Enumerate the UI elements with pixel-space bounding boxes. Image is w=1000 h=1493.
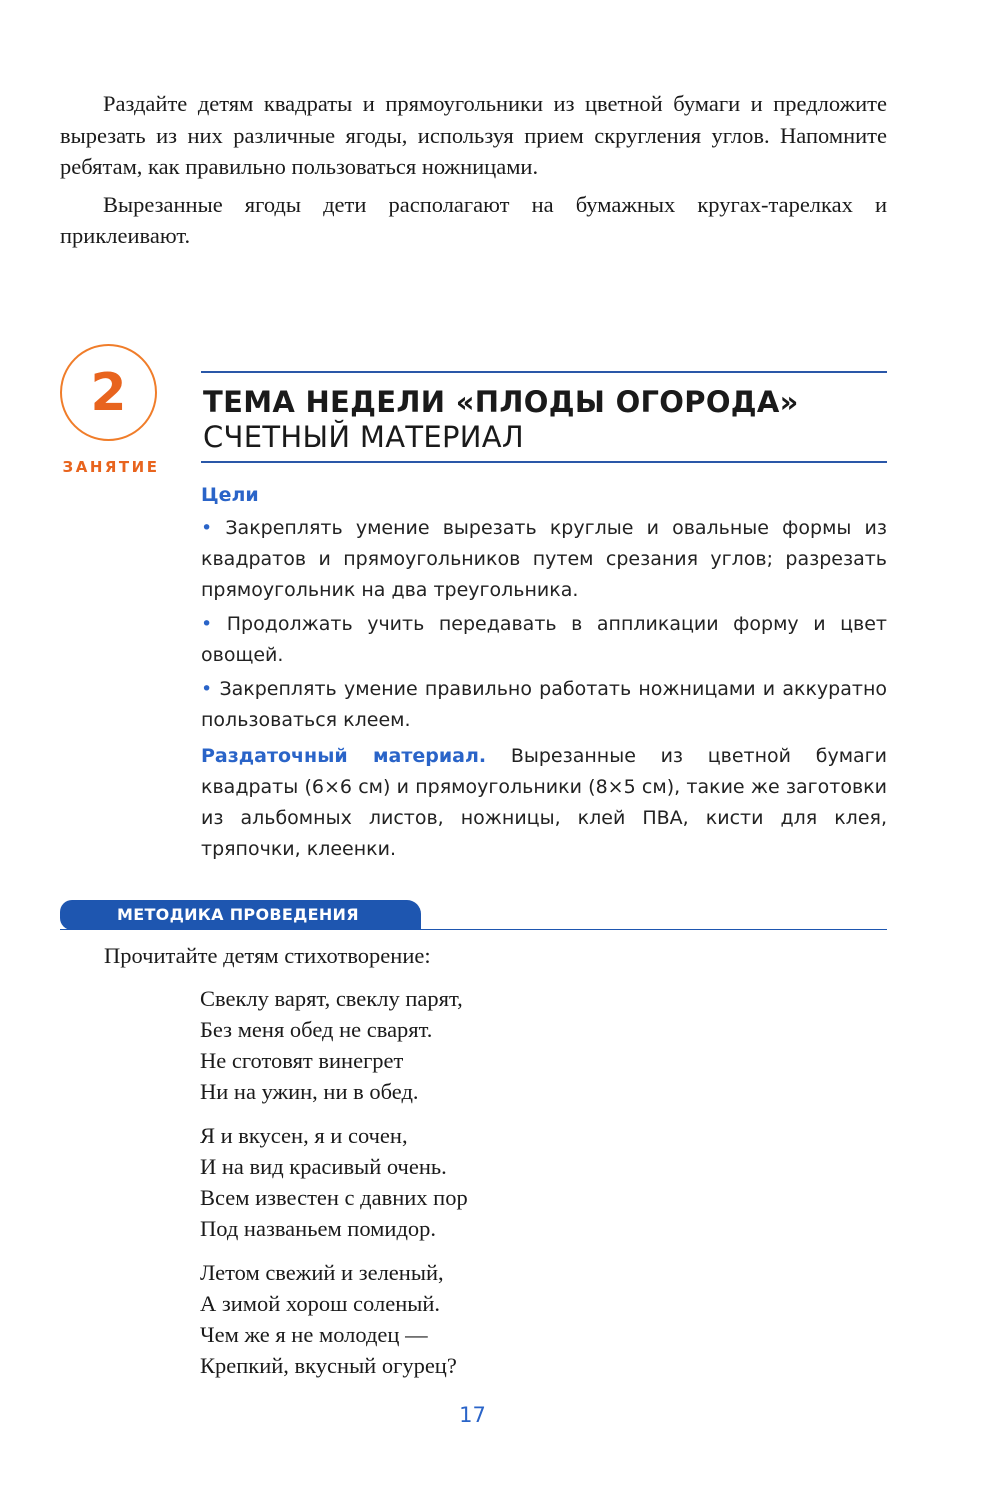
poem-line: Летом свежий и зеленый, <box>200 1260 444 1285</box>
title-rule-top <box>201 371 887 373</box>
intro-text <box>60 88 887 258</box>
materials-text: Вырезанные из цветной бумаги квадраты (6×6 см) и прямоугольники (8×5 см), такие же заготовки из альбомных листов, ножницы, клей ПВА, кисти для клея, тряпочки, клеенки. <box>201 745 887 860</box>
goal-item <box>201 513 887 606</box>
poem-line: Без меня обед не сварят. <box>200 1017 433 1042</box>
materials-label: Раздаточный материал. <box>201 745 487 767</box>
materials-paragraph <box>201 741 887 865</box>
goal-text: Продолжать учить передавать в аппликации форму и цвет овощей. <box>201 613 887 666</box>
goal-item <box>201 609 887 671</box>
poem-line: И на вид красивый очень. <box>200 1154 447 1179</box>
method-heading-bar <box>60 900 421 930</box>
method-intro: Прочитайте детям стихотворение: <box>104 943 431 968</box>
lesson-number: 2 <box>90 362 127 423</box>
intro-paragraph-2: Вырезанные ягоды дети располагают на бумажных кругах-тарелках и приклеивают. <box>60 191 887 248</box>
method-heading: МЕТОДИКА ПРОВЕДЕНИЯ <box>117 905 359 924</box>
poem-line: Ни на ужин, ни в обед. <box>200 1079 419 1104</box>
poem-line: Не сготовят винегрет <box>200 1048 404 1073</box>
poem-line: Я и вкусен, я и сочен, <box>200 1123 408 1148</box>
poem-line: Чем же я не молодец — <box>200 1322 428 1347</box>
page-number: 17 <box>459 1403 486 1427</box>
poem-line: А зимой хорош соленый. <box>200 1291 441 1316</box>
poem-stanza <box>200 1257 468 1381</box>
poem <box>200 983 468 1394</box>
theme-title: ТЕМА НЕДЕЛИ «ПЛОДЫ ОГОРОДА» <box>203 385 799 419</box>
poem-stanza <box>200 1120 468 1244</box>
poem-stanza <box>200 983 468 1107</box>
bullet-icon: • <box>201 678 213 700</box>
goal-item <box>201 674 887 736</box>
title-rule-bottom <box>201 461 887 463</box>
bullet-icon: • <box>201 613 213 635</box>
goal-text: Закреплять умение вырезать круглые и овальные формы из квадратов и прямоугольников путем срезания углов; разрезать прямоугольник на два треугольника. <box>201 517 887 601</box>
poem-line: Крепкий, вкусный огурец? <box>200 1353 457 1378</box>
intro-paragraph-1: Раздайте детям квадраты и прямоугольники из цветной бумаги и предложите вырезать из них различные ягоды, используя прием скругления углов. Напомните ребятам, как правильно пользоваться ножницами. <box>60 91 887 179</box>
lesson-number-badge <box>60 344 157 441</box>
poem-line: Под названьем помидор. <box>200 1216 437 1241</box>
goal-text: Закреплять умение правильно работать ножницами и аккуратно пользоваться клеем. <box>201 678 887 731</box>
goals-section <box>201 480 887 865</box>
lesson-label: ЗАНЯТИЕ <box>62 458 160 476</box>
poem-line: Всем известен с давних пор <box>200 1185 468 1210</box>
method-rule <box>60 929 887 930</box>
goals-heading: Цели <box>201 484 259 506</box>
bullet-icon: • <box>201 517 213 539</box>
theme-subtitle: СЧЕТНЫЙ МАТЕРИАЛ <box>203 420 524 454</box>
poem-line: Свеклу варят, свеклу парят, <box>200 986 463 1011</box>
